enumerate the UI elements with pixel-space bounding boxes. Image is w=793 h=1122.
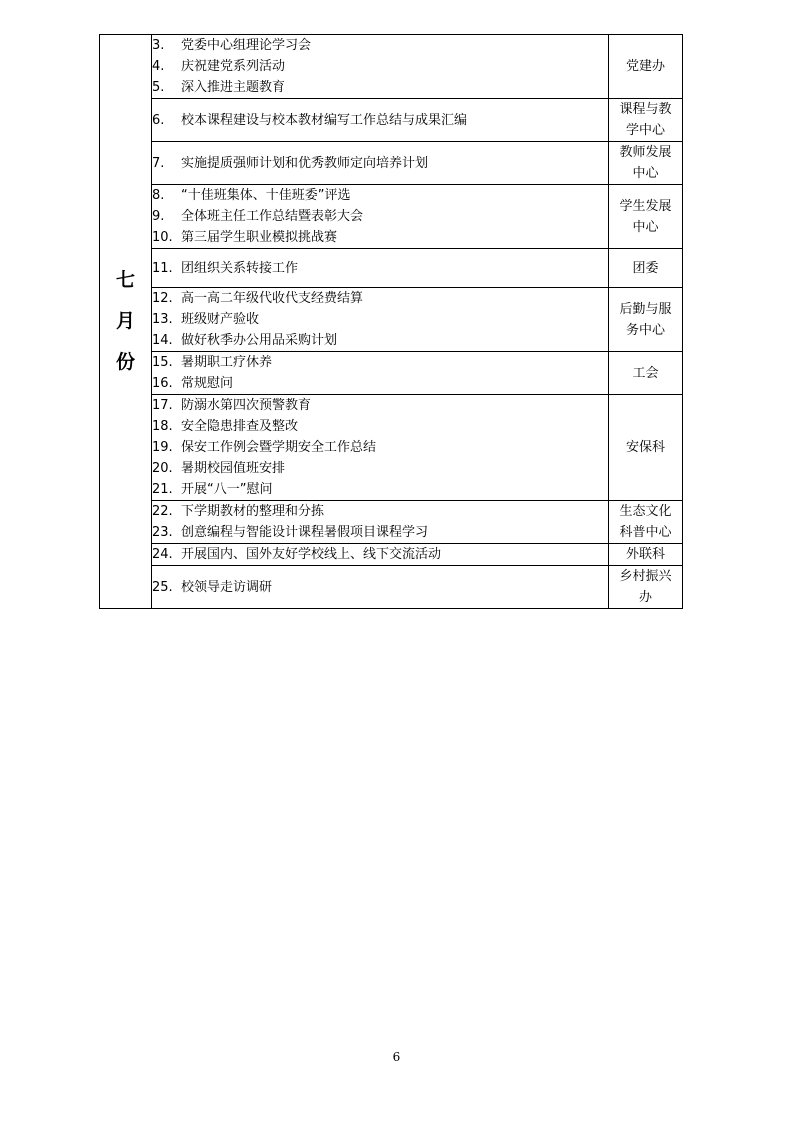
task-list-cell (152, 142, 609, 185)
task-text: 团组织关系转接工作 (181, 260, 299, 276)
task-number: 23. (152, 525, 173, 540)
plan-row (100, 288, 683, 352)
task-text: 开展国内、国外友好学校线上、线下交流活动 (181, 547, 442, 562)
plan-row (100, 99, 683, 142)
task-text: 高一高二年级代收代支经费结算 (181, 291, 364, 306)
task-text: 庆祝建党系列活动 (181, 59, 286, 74)
task-text: 安全隐患排查及整改 (181, 419, 299, 434)
plan-row (100, 35, 683, 99)
task-number: 5. (152, 80, 165, 95)
plan-row (100, 185, 683, 249)
task-list-cell (152, 352, 609, 395)
plan-row (100, 352, 683, 395)
task-item (152, 309, 608, 330)
task-number: 6. (152, 112, 165, 128)
task-text: 暑期职工疗休养 (181, 355, 273, 370)
task-number: 22. (152, 504, 173, 519)
task-number: 17. (152, 398, 173, 413)
department-label: 教师发展中心 (619, 145, 672, 181)
month-cell (100, 35, 152, 609)
month-char: 月 (115, 310, 135, 332)
department-label: 党建办 (625, 59, 665, 74)
department-label: 团委 (632, 260, 659, 276)
department-cell (609, 99, 683, 142)
department-label: 课程与教学中心 (619, 102, 672, 138)
plan-row (100, 142, 683, 185)
task-text: 全体班主任工作总结暨表彰大会 (181, 209, 364, 224)
department-label: 安保科 (625, 440, 665, 455)
month-char: 份 (115, 351, 135, 373)
department-cell (609, 288, 683, 352)
task-text: 保安工作例会暨学期安全工作总结 (181, 440, 377, 455)
task-list-cell (152, 99, 609, 142)
plan-row (100, 395, 683, 501)
task-item (152, 35, 608, 56)
task-text: “十佳班集体、十佳班委”评选 (181, 188, 351, 203)
task-text: 常规慰问 (181, 376, 234, 391)
task-text: 校领导走访调研 (181, 579, 273, 595)
task-number: 24. (152, 547, 173, 562)
task-item (152, 544, 608, 565)
task-item (152, 501, 608, 522)
task-number: 19. (152, 440, 173, 455)
task-text: 下学期教材的整理和分拣 (181, 504, 325, 519)
month-char: 七 (115, 269, 135, 291)
task-text: 班级财产验收 (181, 312, 260, 327)
plan-row (100, 501, 683, 544)
page-number: 6 (392, 1050, 401, 1064)
task-number: 21. (152, 482, 173, 497)
task-list-cell (152, 566, 609, 609)
task-item (152, 185, 608, 206)
task-item (152, 373, 608, 394)
department-label: 外联科 (625, 547, 665, 562)
task-text: 暑期校园值班安排 (181, 461, 286, 476)
task-number: 13. (152, 312, 173, 327)
task-number: 12. (152, 291, 173, 306)
task-item (152, 479, 608, 500)
department-cell (609, 185, 683, 249)
department-cell (609, 35, 683, 99)
task-item (152, 288, 608, 309)
plan-row (100, 566, 683, 609)
task-text: 第三届学生职业模拟挑战赛 (181, 230, 338, 245)
department-label: 乡村振兴办 (619, 569, 672, 605)
task-item (152, 77, 608, 98)
plan-row (100, 249, 683, 288)
task-text: 创意编程与智能设计课程暑假项目课程学习 (181, 525, 429, 540)
task-item (152, 330, 608, 351)
task-number: 9. (152, 209, 165, 224)
department-cell (609, 501, 683, 544)
task-text: 深入推进主题教育 (181, 80, 286, 95)
task-item (152, 206, 608, 227)
task-number: 14. (152, 333, 173, 348)
department-cell (609, 142, 683, 185)
task-number: 4. (152, 59, 165, 74)
task-item (152, 258, 608, 279)
department-label: 学生发展中心 (619, 198, 672, 235)
department-label: 生态文化科普中心 (619, 504, 672, 540)
task-item (152, 56, 608, 77)
task-item (152, 110, 608, 131)
task-text: 防溺水第四次预警教育 (181, 398, 312, 413)
task-number: 8. (152, 188, 165, 203)
task-list-cell (152, 395, 609, 501)
task-item (152, 458, 608, 479)
task-item (152, 437, 608, 458)
task-number: 7. (152, 155, 165, 171)
task-item (152, 153, 608, 174)
task-item (152, 416, 608, 437)
task-item (152, 227, 608, 248)
department-cell (609, 544, 683, 566)
department-cell (609, 352, 683, 395)
task-number: 20. (152, 461, 173, 476)
task-list-cell (152, 288, 609, 352)
task-item (152, 522, 608, 543)
task-text: 开展“八一”慰问 (181, 482, 273, 497)
department-cell (609, 249, 683, 288)
department-cell (609, 566, 683, 609)
task-text: 党委中心组理论学习会 (181, 38, 312, 53)
task-list-cell (152, 35, 609, 99)
task-number: 15. (152, 355, 173, 370)
task-list-cell (152, 501, 609, 544)
task-item (152, 352, 608, 373)
department-label: 工会 (632, 365, 659, 381)
plan-row (100, 544, 683, 566)
task-text: 实施提质强师计划和优秀教师定向培养计划 (181, 155, 429, 171)
task-number: 16. (152, 376, 173, 391)
task-list-cell (152, 544, 609, 566)
task-text: 做好秋季办公用品采购计划 (181, 333, 338, 348)
department-cell (609, 395, 683, 501)
task-number: 18. (152, 419, 173, 434)
task-list-cell (152, 185, 609, 249)
task-number: 11. (152, 260, 173, 276)
task-list-cell (152, 249, 609, 288)
task-text: 校本课程建设与校本教材编写工作总结与成果汇编 (181, 112, 468, 128)
task-item (152, 577, 608, 598)
task-number: 25. (152, 579, 173, 595)
task-number: 10. (152, 230, 173, 245)
task-number: 3. (152, 38, 165, 53)
task-item (152, 395, 608, 416)
work-plan-table (99, 34, 683, 609)
department-label: 后勤与服务中心 (619, 301, 672, 338)
